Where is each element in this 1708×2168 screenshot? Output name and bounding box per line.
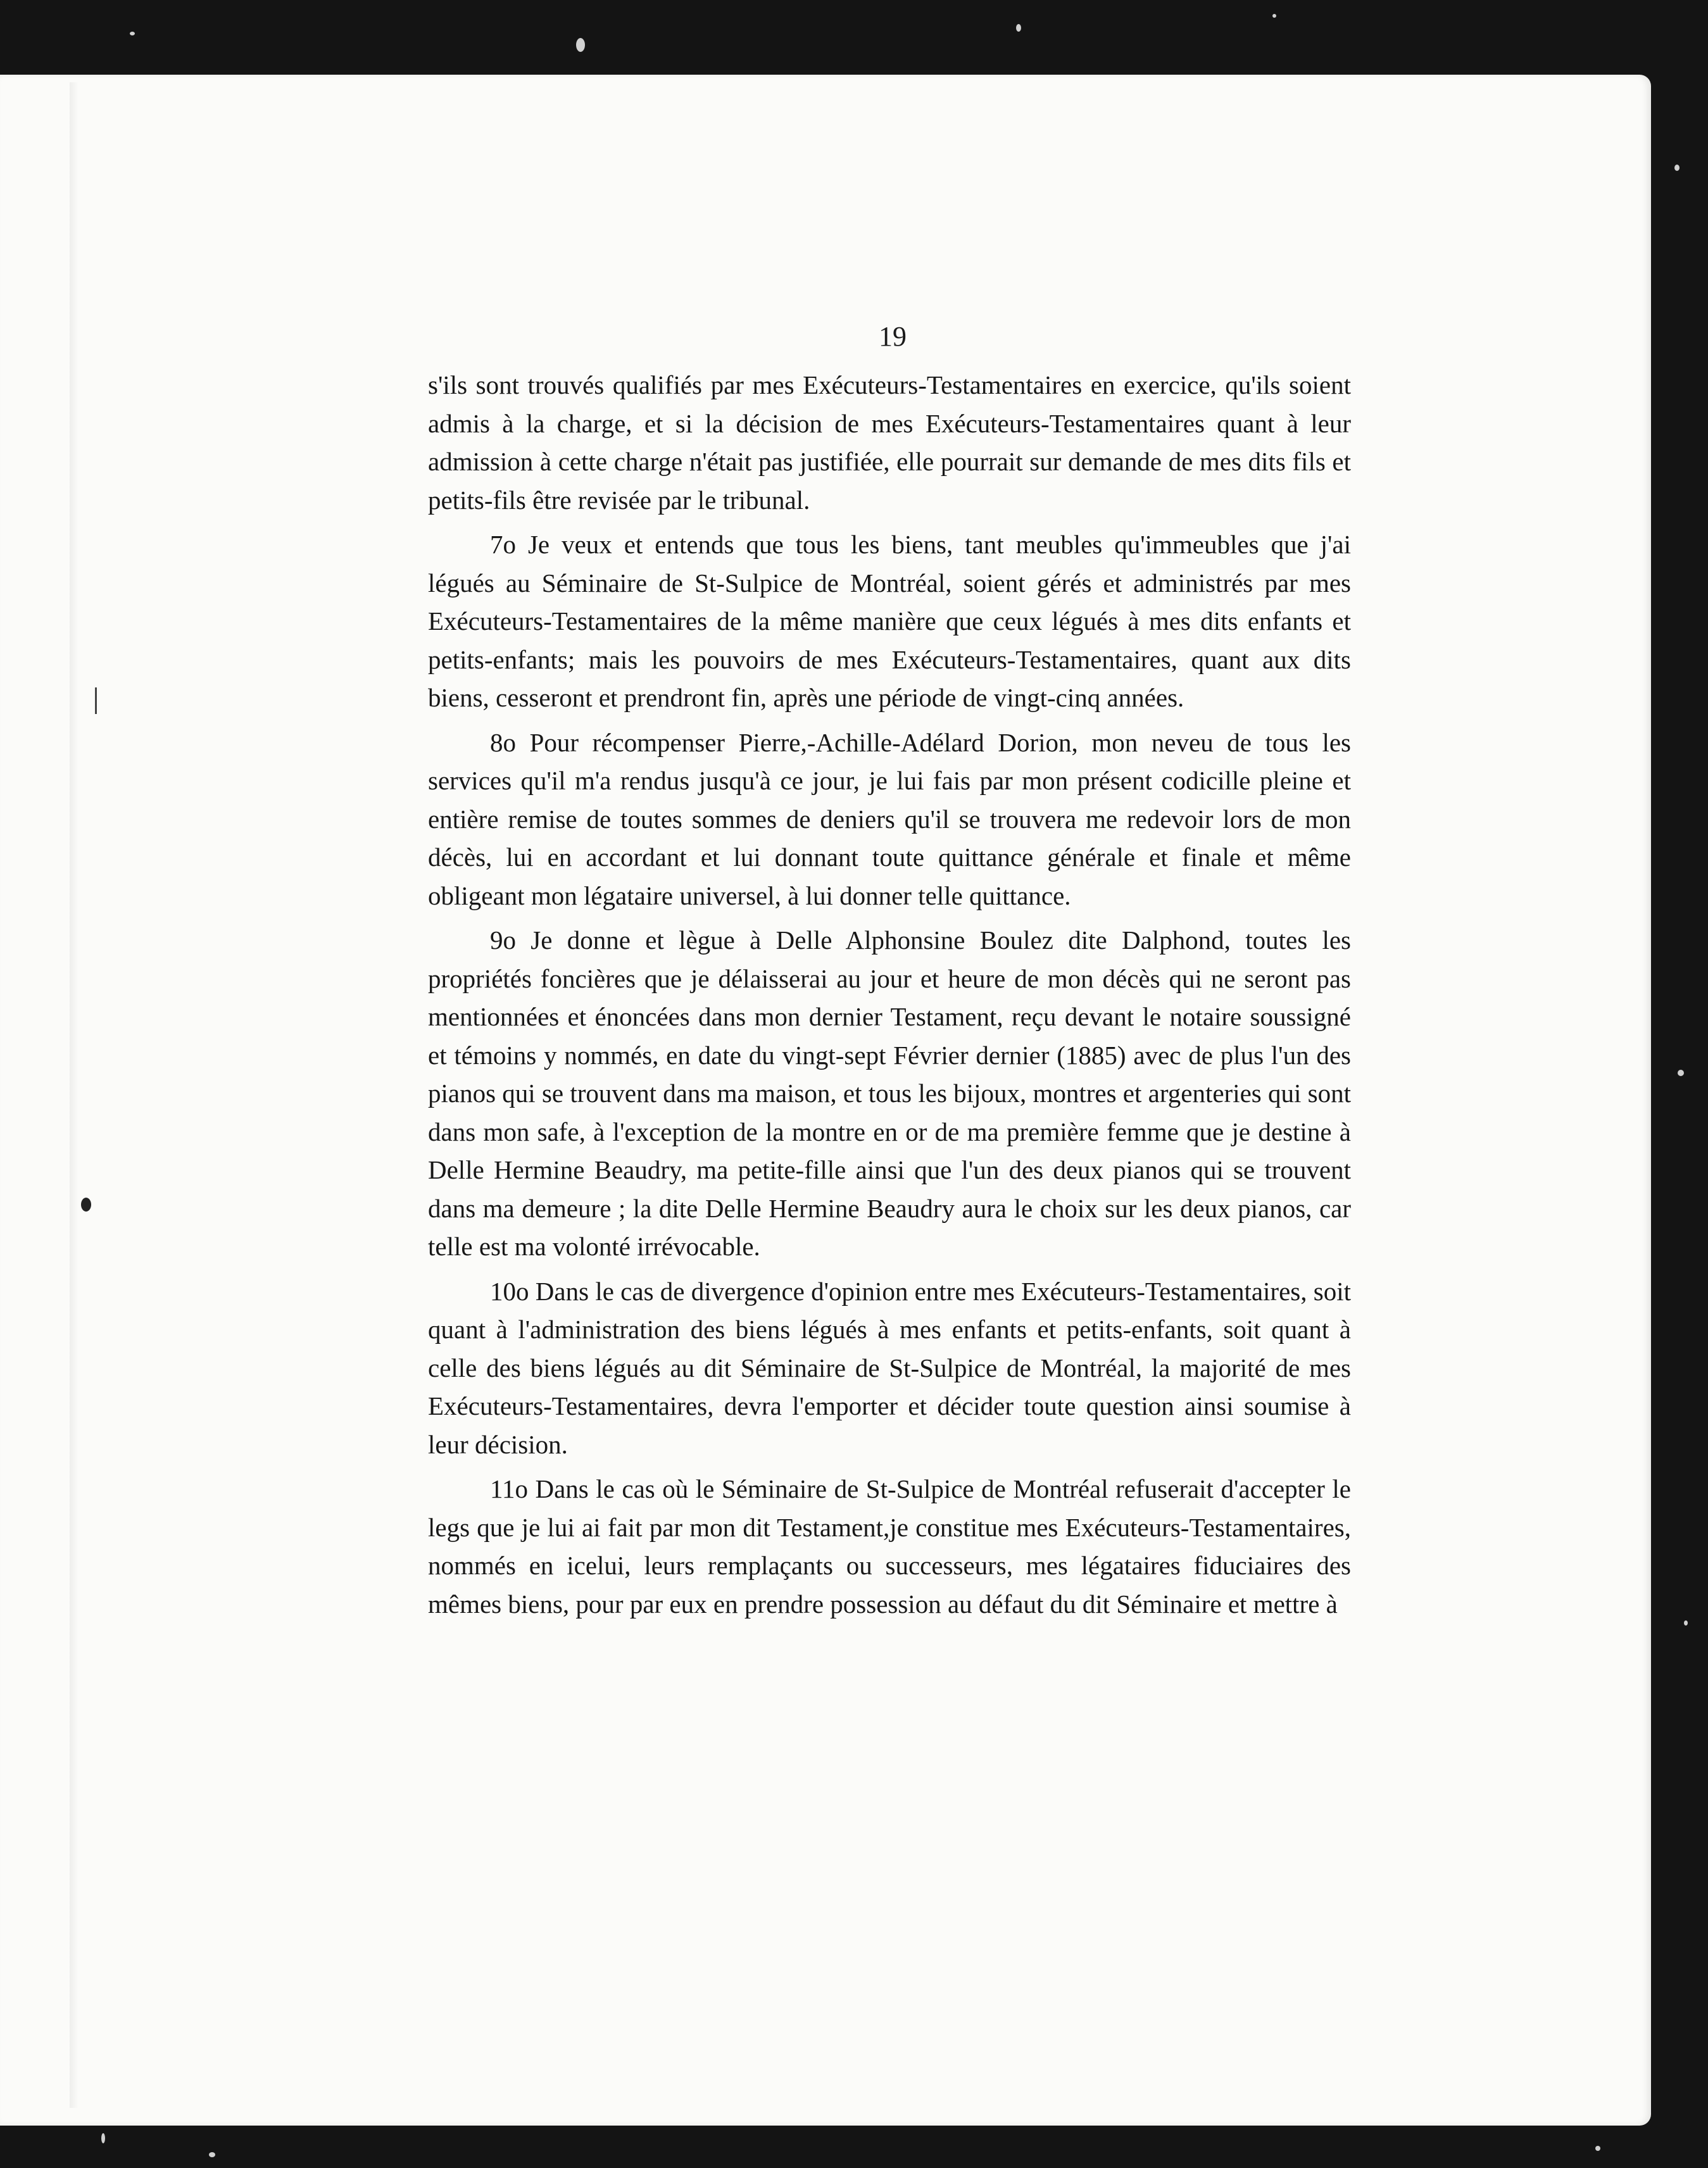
page-number: 19 [879,321,907,352]
paragraph-continuation: s'ils sont trouvés qualifiés par mes Exécuteurs-Testamentaires en exercice, qu'ils soient admis à la charge, et si la décision de mes Exécuteurs-Testamentaires quant à leur admission à cette charge n'était pas justifiée, elle pourrait sur demande de mes dits fils et petits-fils être revisée par le tribunal. [428,370,1351,515]
dust-speck [1272,14,1276,18]
dust-speck [1674,165,1680,171]
dust-speck [1678,1070,1684,1076]
dust-speck [1595,2146,1600,2151]
body-text [428,366,1351,1629]
dust-speck [130,32,135,35]
page-spine-shadow [70,82,78,2108]
dust-speck [1016,24,1021,32]
margin-mark [95,687,97,714]
dust-speck [209,2152,215,2157]
paragraph-clause-8: 8o Pour récompenser Pierre,-Achille-Adélard Dorion, mon neveu de tous les services qu'il m'a rendus jusqu'à ce jour, je lui fais par mon présent codicille pleine et entière remise de toutes sommes de deniers qu'il se trouvera me redevoir lors de mon décès, lui en accordant et lui donnant toute quittance générale et finale et même obligeant mon légataire universel, à lui donner telle quittance. [428,727,1351,910]
paragraph-clause-7: 7o Je veux et entends que tous les biens, tant meubles qu'immeubles que j'ai légués au Séminaire de St-Sulpice de Montréal, soient gérés et administrés par mes Exécuteurs-Testamentaires de la même manière que ceux légués à mes dits enfants et petits-enfants; mais les pouvoirs de mes Exécuteurs-Testamentaires, quant aux dits biens, cesseront et prendront fin, après une période de vingt-cinq années. [428,530,1351,712]
margin-mark [81,1198,91,1212]
paragraph-clause-11: 11o Dans le cas où le Séminaire de St-Sulpice de Montréal refuserait d'accepter le legs que je lui ai fait par mon dit Testament,je constitue mes Exécuteurs-Testamentaires, nommés en icelui, leurs remplaçants ou successeurs, mes légataires fiduciaires des mêmes biens, pour par eux en prendre possession au défaut du dit Séminaire et mettre à [428,1474,1351,1619]
paragraph-clause-10: 10o Dans le cas de divergence d'opinion entre mes Exécuteurs-Testamentaires, soit quant à l'administration des biens légués à mes enfants et petits-enfants, soit quant à celle des biens légués au dit Séminaire de St-Sulpice de Montréal, la majorité de mes Exécuteurs-Testamentaires, devra l'emporter et décider toute question ainsi soumise à leur décision. [428,1276,1351,1459]
dust-speck [101,2133,105,2143]
dust-speck [1684,1620,1688,1626]
dust-speck [576,38,585,52]
paragraph-clause-9: 9o Je donne et lègue à Delle Alphonsine Boulez dite Dalphond, toutes les propriétés foncières que je délaisserai au jour et heure de mon décès qui ne seront pas mentionnées et énoncées dans mon dernier Testament, reçu devant le notaire soussigné et témoins y nommés, en date du vingt-sept Février dernier (1885) avec de plus l'un des pianos qui se trouvent dans ma maison, et tous les bijoux, montres et argenteries qui sont dans mon safe, à l'exception de la montre en or de ma première femme que je destine à Delle Hermine Beaudry, ma petite-fille ainsi que l'un des deux pianos qui se trouvent dans ma demeure ; la dite Delle Hermine Beaudry aura le choix sur les deux pianos, car telle est ma volonté irrévocable. [428,925,1351,1261]
